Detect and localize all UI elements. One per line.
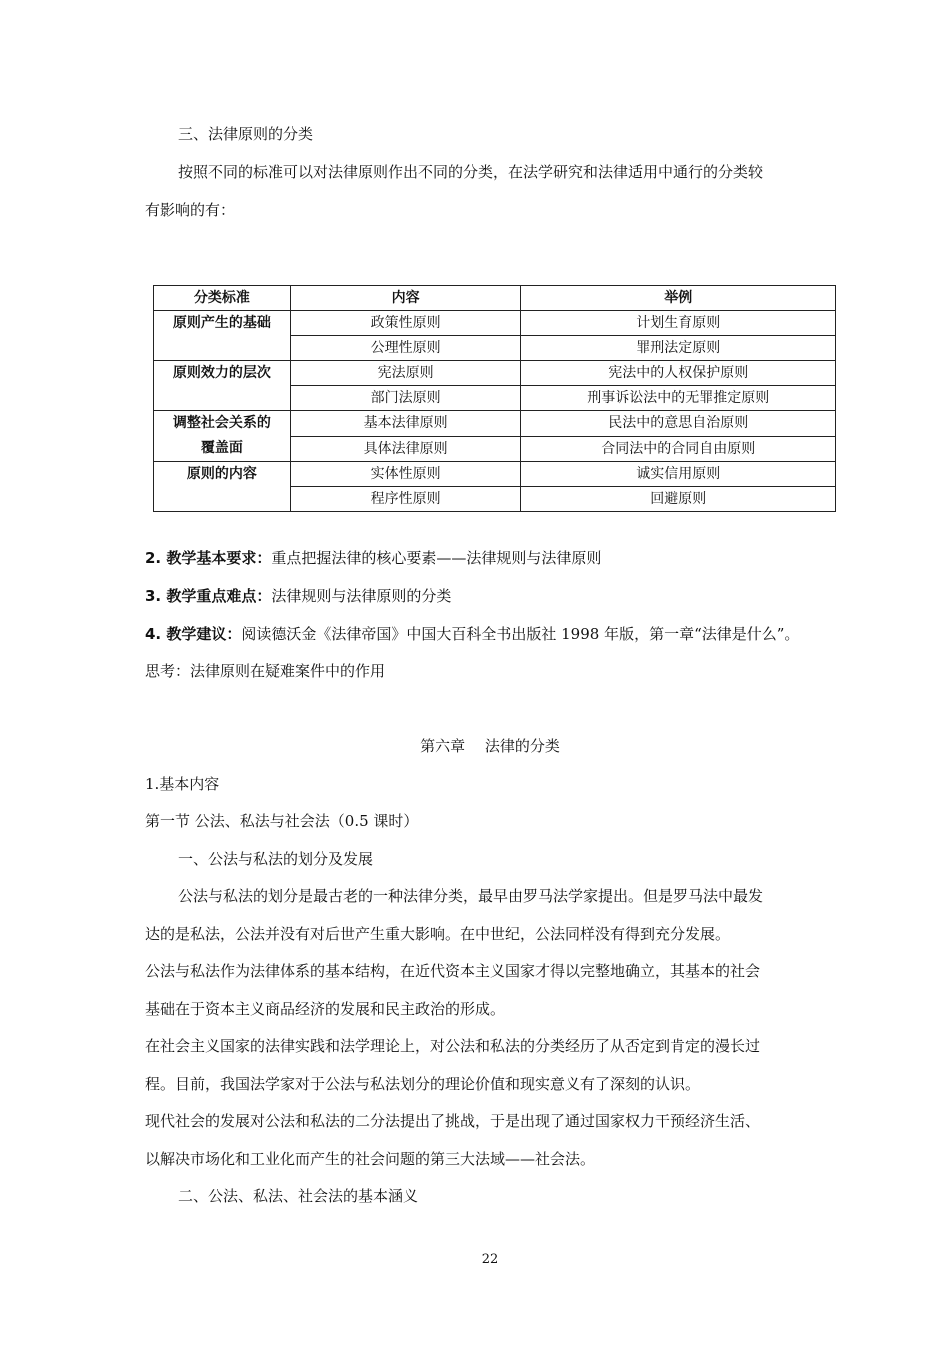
content-cell: 政策性原则 <box>290 311 521 336</box>
think-question: 思考：法律原则在疑难案件中的作用 <box>145 662 386 680</box>
table-row <box>154 462 836 487</box>
content-cell: 实体性原则 <box>290 462 521 487</box>
requirement-label: 4. 教学建议： <box>145 625 242 643</box>
paragraph-line: 达的是私法，公法并没有对后世产生重大影响。在中世纪，公法同样没有得到充分发展。 <box>145 925 731 943</box>
table-row <box>154 411 836 437</box>
requirement-text: 法律规则与法律原则的分类 <box>271 587 452 605</box>
requirement-label: 3. 教学重点难点： <box>145 587 272 605</box>
paragraph-line: 在社会主义国家的法律实践和法学理论上，对公法和私法的分类经历了从否定到肯定的漫长过 <box>145 1037 761 1055</box>
category-cell: 原则产生的基础 <box>154 311 291 361</box>
content-cell: 部门法原则 <box>290 386 521 411</box>
category-line: 调整社会关系的 <box>172 415 271 431</box>
category-cell: 原则的内容 <box>154 462 291 512</box>
paragraph-line: 程。目前，我国法学家对于公法与私法划分的理论价值和现实意义有了深刻的认识。 <box>145 1075 701 1093</box>
category-cell: 原则效力的层次 <box>154 361 291 411</box>
example-cell: 民法中的意思自治原则 <box>521 411 836 437</box>
teaching-key-points <box>145 586 451 606</box>
page-number: 22 <box>481 1252 499 1267</box>
requirement-text: 重点把握法律的核心要素——法律规则与法律原则 <box>271 549 602 567</box>
content-cell: 具体法律原则 <box>290 436 521 462</box>
table-header: 分类标准 <box>154 286 291 311</box>
example-cell: 回避原则 <box>521 487 836 512</box>
requirement-text: 阅读德沃金《法律帝国》中国大百科全书出版社 1998 年版，第一章“法律是什么”。 <box>241 625 800 643</box>
paragraph-line: 基础在于资本主义商品经济的发展和民主政治的形成。 <box>145 1000 506 1018</box>
table-header-row <box>154 286 836 311</box>
paragraph-line: 公法与私法作为法律体系的基本结构，在近代资本主义国家才得以完整地确立，其基本的社会 <box>145 962 761 980</box>
principles-classification-table <box>153 285 836 512</box>
table-row <box>154 311 836 336</box>
teaching-requirement <box>145 548 601 568</box>
category-cell <box>154 411 291 462</box>
example-cell: 罪刑法定原则 <box>521 336 836 361</box>
paragraph-line: 以解决市场化和工业化而产生的社会问题的第三大法域——社会法。 <box>145 1150 596 1168</box>
table-row <box>154 361 836 386</box>
example-cell: 刑事诉讼法中的无罪推定原则 <box>521 386 836 411</box>
section-heading: 三、法律原则的分类 <box>178 125 314 143</box>
content-cell: 基本法律原则 <box>290 411 521 437</box>
category-line: 覆盖面 <box>200 440 243 456</box>
paragraph-line: 现代社会的发展对公法和私法的二分法提出了挑战，于是出现了通过国家权力干预经济生活、 <box>145 1112 761 1130</box>
table-header: 内容 <box>290 286 521 311</box>
table-header: 举例 <box>521 286 836 311</box>
paragraph-line: 按照不同的标准可以对法律原则作出不同的分类，在法学研究和法律适用中通行的分类较 <box>178 163 764 181</box>
teaching-suggestion <box>145 624 799 644</box>
example-cell: 宪法中的人权保护原则 <box>521 361 836 386</box>
paragraph-line: 有影响的有： <box>145 201 236 219</box>
basic-content-heading: 1.基本内容 <box>145 775 220 793</box>
paragraph-line: 公法与私法的划分是最古老的一种法律分类，最早由罗马法学家提出。但是罗马法中最发 <box>178 887 764 905</box>
subsection-title: 一、公法与私法的划分及发展 <box>178 850 374 868</box>
chapter-title: 第六章 法律的分类 <box>420 737 560 755</box>
content-cell: 宪法原则 <box>290 361 521 386</box>
example-cell: 合同法中的合同自由原则 <box>521 436 836 462</box>
content-cell: 公理性原则 <box>290 336 521 361</box>
example-cell: 诚实信用原则 <box>521 462 836 487</box>
content-cell: 程序性原则 <box>290 487 521 512</box>
example-cell: 计划生育原则 <box>521 311 836 336</box>
subsection-title: 二、公法、私法、社会法的基本涵义 <box>178 1187 419 1205</box>
section-title: 第一节 公法、私法与社会法（0.5 课时） <box>145 812 419 830</box>
requirement-label: 2. 教学基本要求： <box>145 549 272 567</box>
